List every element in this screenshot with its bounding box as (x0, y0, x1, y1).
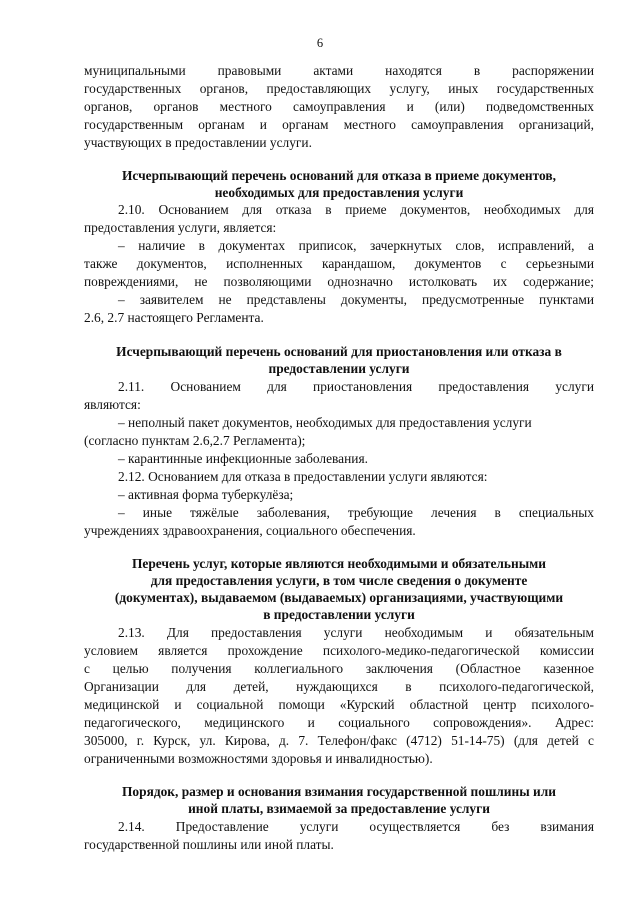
paragraph-line: – активная форма туберкулёза; (118, 487, 294, 502)
paragraph-line: 2.11. Основанием для приостановления предоставления услуги (118, 379, 594, 394)
paragraph-line: ограниченными возможностями здоровья и инвалидностью). (84, 751, 433, 766)
paragraph-line: органов, органов местного самоуправления и (или) подведомственных (84, 99, 594, 114)
paragraph-line: с целью получения коллегиального заключения (Областное казенное (84, 661, 594, 676)
paragraph-line: – карантинные инфекционные заболевания. (118, 451, 368, 466)
paragraph-line: учреждениях здравоохранения, социального обеспечения. (84, 523, 416, 538)
paragraph-line: государственным органам и органам местного самоуправления организаций, (84, 117, 594, 132)
paragraph-line: предоставления услуги, является: (84, 220, 277, 235)
paragraph-line: 2.13. Для предоставления услуги необходимым и обязательным (118, 625, 594, 640)
section-heading-line: Исчерпывающий перечень оснований для приостановления или отказа в (116, 344, 562, 359)
paragraph-line: Организации для детей, нуждающихся в психолого-педагогической, (84, 679, 594, 694)
paragraph-line: – неполный пакет документов, необходимых для предоставления услуги (118, 415, 532, 430)
section-heading-line: Исчерпывающий перечень оснований для отказа в приеме документов, (122, 168, 556, 183)
section-heading-line: (документах), выдаваемом (выдаваемых) организациями, участвующими (114, 590, 564, 605)
paragraph-line: государственной пошлины или иной платы. (84, 837, 334, 852)
paragraph-line: – наличие в документах приписок, зачеркнутых слов, исправлений, а (118, 238, 594, 253)
paragraph-line: медицинской и социальной помощи «Курский областной центр психолого- (84, 697, 594, 712)
paragraph-line: педагогического, медицинского и социального сопровождения». Адрес: (84, 715, 594, 730)
paragraph-line: 2.12. Основанием для отказа в предоставлении услуги являются: (118, 469, 488, 484)
paragraph-line: 2.14. Предоставление услуги осуществляется без взимания (118, 819, 594, 834)
paragraph-line: являются: (84, 397, 141, 412)
paragraph-line: также документов, исполненных карандашом, документов с серьезными (84, 256, 594, 271)
paragraph-line: 2.6, 2.7 настоящего Регламента. (84, 310, 264, 325)
section-heading-line: предоставлении услуги (268, 361, 410, 376)
paragraph-line: (согласно пунктам 2.6,2.7 Регламента); (84, 433, 306, 448)
section-heading-line: для предоставления услуги, в том числе сведения о документе (150, 573, 528, 588)
section-heading-line: необходимых для предоставления услуги (214, 185, 464, 200)
section-heading-line: в предоставлении услуги (263, 607, 415, 622)
section-heading-line: иной платы, взимаемой за предоставление услуги (188, 801, 490, 816)
page-number: 6 (316, 36, 324, 50)
paragraph-line: участвующих в предоставлении услуги. (84, 135, 312, 150)
paragraph-line: повреждениями, не позволяющими однозначно истолковать их содержание; (84, 274, 594, 289)
paragraph-line: – заявителем не представлены документы, предусмотренные пунктами (118, 292, 594, 307)
paragraph-line: условием является прохождение психолого-медико-педагогической комиссии (84, 643, 594, 658)
paragraph-line: – иные тяжёлые заболевания, требующие лечения в специальных (118, 505, 594, 520)
paragraph-line: муниципальными правовыми актами находятся в распоряжении (84, 63, 594, 78)
section-heading-line: Перечень услуг, которые являются необходимыми и обязательными (132, 556, 546, 571)
paragraph-line: 2.10. Основанием для отказа в приеме документов, необходимых для (118, 202, 594, 217)
paragraph-line: государственных органов, предоставляющих услугу, иных государственных (84, 81, 594, 96)
section-heading-line: Порядок, размер и основания взимания государственной пошлины или (122, 784, 556, 799)
paragraph-line: 305000, г. Курск, ул. Кирова, д. 7. Телефон/факс (4712) 51-14-75) (для детей с (84, 733, 594, 748)
